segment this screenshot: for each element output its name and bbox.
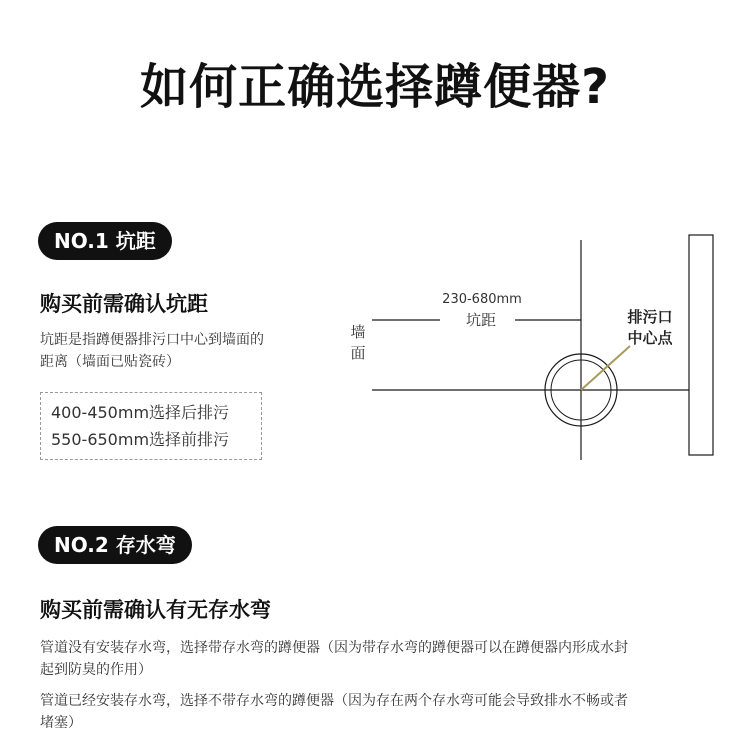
page-title: 如何正确选择蹲便器?	[140, 59, 610, 115]
rule-line-rear: 400-450mm选择后排污	[51, 403, 230, 422]
outlet-label-line-1: 排污口	[627, 308, 673, 326]
section1-description	[40, 329, 264, 373]
rule-line-front: 550-650mm选择前排污	[51, 430, 230, 449]
wall-label-char-2: 面	[350, 344, 366, 362]
section2-heading: 购买前需确认有无存水弯	[40, 598, 271, 622]
outlet-label-line-2: 中心点	[627, 329, 673, 347]
dimension-label: 230-680mm	[442, 292, 522, 307]
wall-rect	[689, 235, 713, 455]
paragraph-line: 管道已经安装存水弯，选择不带存水弯的蹲便器（因为存在两个存水弯可能会导致排水不畅或者	[40, 693, 628, 709]
section1-heading: 购买前需确认坑距	[40, 292, 208, 316]
description-line: 距离（墙面已贴瓷砖）	[40, 354, 180, 370]
section-badge-2: NO.2 存水弯	[38, 526, 192, 564]
outlet-pointer-line	[581, 346, 630, 390]
paragraph-line: 管道没有安装存水弯，选择带存水弯的蹲便器（因为带存水弯的蹲便器可以在蹲便器内形成水封	[40, 640, 628, 656]
section2-paragraph-1	[40, 637, 730, 681]
section2-paragraph-2	[40, 690, 730, 734]
pit-distance-diagram	[340, 230, 720, 465]
dimension-name: 坑距	[465, 311, 497, 329]
paragraph-line: 起到防臭的作用）	[40, 662, 152, 678]
section-badge-1: NO.1 坑距	[38, 222, 172, 260]
paragraph-line: 堵塞）	[40, 715, 82, 731]
description-line: 坑距是指蹲便器排污口中心到墙面的	[40, 332, 264, 348]
rule-box	[40, 392, 262, 460]
wall-label-char-1: 墙	[350, 323, 366, 341]
